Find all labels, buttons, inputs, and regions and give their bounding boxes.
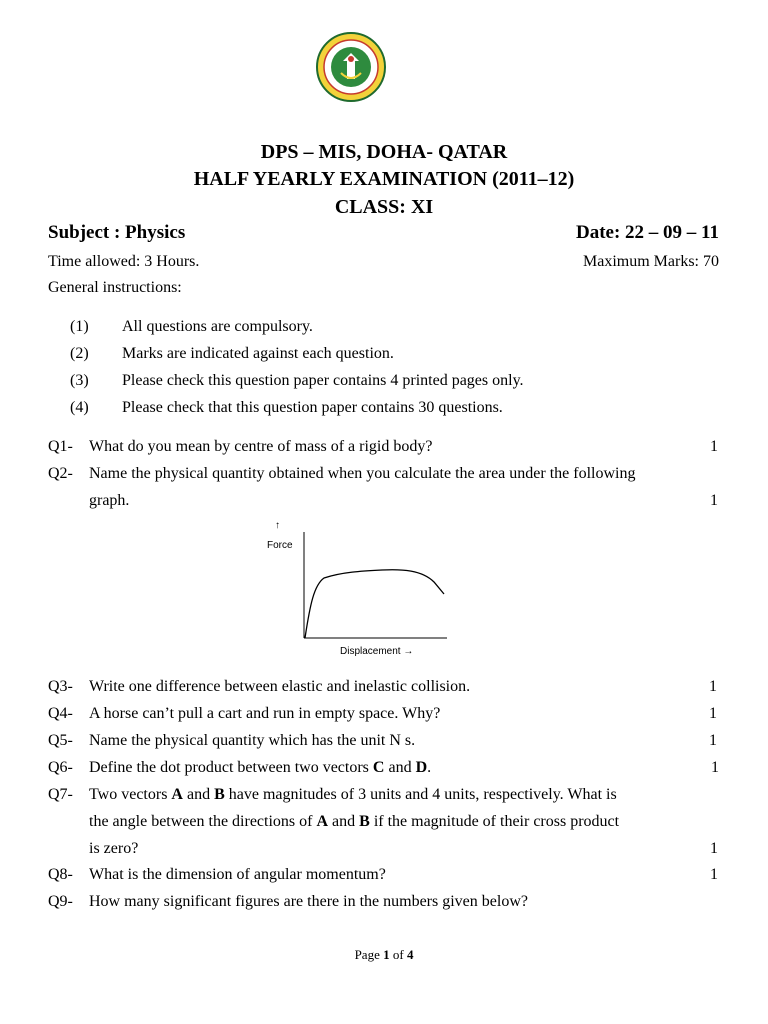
y-axis-arrow: ↑: [275, 520, 280, 531]
force-curve: [305, 570, 444, 638]
page-footer: [0, 947, 768, 963]
vector-a: A: [171, 786, 183, 803]
instruction-num: (4): [70, 399, 89, 416]
question-marks: 1: [711, 759, 719, 776]
vector-b: B: [214, 786, 225, 803]
question-marks: 1: [709, 705, 717, 722]
question-marks: 1: [710, 866, 718, 883]
question-number: Q2-: [48, 465, 73, 482]
text-part: and: [182, 786, 215, 803]
instruction-text: Please check that this question paper contains 30 questions.: [122, 399, 503, 416]
question-marks: 1: [709, 678, 717, 695]
vector-a: A: [316, 813, 329, 830]
graph-plot: [262, 520, 452, 662]
page-total: 4: [406, 947, 414, 962]
question-text: Name the physical quantity obtained when you calculate the area under the following: [89, 465, 636, 482]
question-marks: 1: [709, 732, 717, 749]
instruction-text: Please check this question paper contains 4 printed pages only.: [122, 372, 524, 389]
exam-title: HALF YEARLY EXAMINATION (2011–12): [193, 168, 575, 190]
text-part: and: [384, 759, 416, 776]
question-number: Q4-: [48, 705, 73, 722]
school-name: DPS – MIS, DOHA- QATAR: [260, 141, 508, 163]
text-part: if the magnitude of their cross product: [369, 813, 620, 830]
question-text: Write one difference between elastic and inelastic collision.: [89, 678, 471, 695]
y-axis-label: Force: [267, 540, 293, 551]
school-logo: [315, 31, 387, 103]
class-title: CLASS: XI: [334, 196, 434, 218]
text-part: the angle between the directions of: [89, 813, 317, 830]
exam-date: Date: 22 – 09 – 11: [575, 222, 719, 243]
question-marks: 1: [710, 438, 718, 455]
instruction-num: (2): [70, 345, 89, 362]
page-word: Page: [354, 947, 384, 962]
instruction-text: Marks are indicated against each question.: [122, 345, 394, 362]
question-text: [89, 786, 617, 804]
instruction-num: (3): [70, 372, 89, 389]
vector-c: C: [372, 759, 385, 776]
instruction-text: All questions are compulsory.: [122, 318, 313, 335]
vector-b: B: [359, 813, 370, 830]
text-part: have magnitudes of 3 units and 4 units, respectively. What is: [224, 786, 617, 803]
time-allowed: Time allowed: 3 Hours.: [48, 253, 200, 270]
instruction-num: (1): [70, 318, 89, 335]
of-word: of: [389, 947, 407, 962]
question-number: Q3-: [48, 678, 73, 695]
question-text: How many significant figures are there in the numbers given below?: [89, 893, 528, 910]
x-axis-label: Displacement →: [340, 646, 414, 657]
text-part: and: [328, 813, 360, 830]
maximum-marks: Maximum Marks: 70: [583, 253, 719, 270]
question-text: What do you mean by centre of mass of a rigid body?: [89, 438, 433, 455]
text-part: Define the dot product between two vectors: [89, 759, 373, 776]
question-number: Q1-: [48, 438, 73, 455]
question-text-cont: graph.: [89, 492, 130, 509]
question-marks: 1: [710, 840, 718, 857]
question-text-cont: [89, 813, 619, 831]
text-part: .: [427, 759, 432, 776]
question-text: A horse can’t pull a cart and run in empty space. Why?: [89, 705, 441, 722]
question-text: Name the physical quantity which has the unit N s.: [89, 732, 416, 749]
question-number: Q5-: [48, 732, 73, 749]
question-number: Q7-: [48, 786, 73, 803]
question-text: [89, 759, 714, 777]
page-number: 1: [383, 947, 390, 962]
question-text: What is the dimension of angular momentum?: [89, 866, 386, 883]
text-part: Two vectors: [89, 786, 172, 803]
question-number: Q6-: [48, 759, 73, 776]
vector-d: D: [415, 759, 428, 776]
subject: Subject : Physics: [48, 222, 186, 243]
instructions-heading: General instructions:: [48, 279, 182, 296]
question-number: Q8-: [48, 866, 73, 883]
question-marks: 1: [710, 492, 718, 509]
question-number: Q9-: [48, 893, 73, 910]
force-displacement-graph: [262, 520, 452, 662]
question-text-cont: is zero?: [89, 840, 139, 857]
